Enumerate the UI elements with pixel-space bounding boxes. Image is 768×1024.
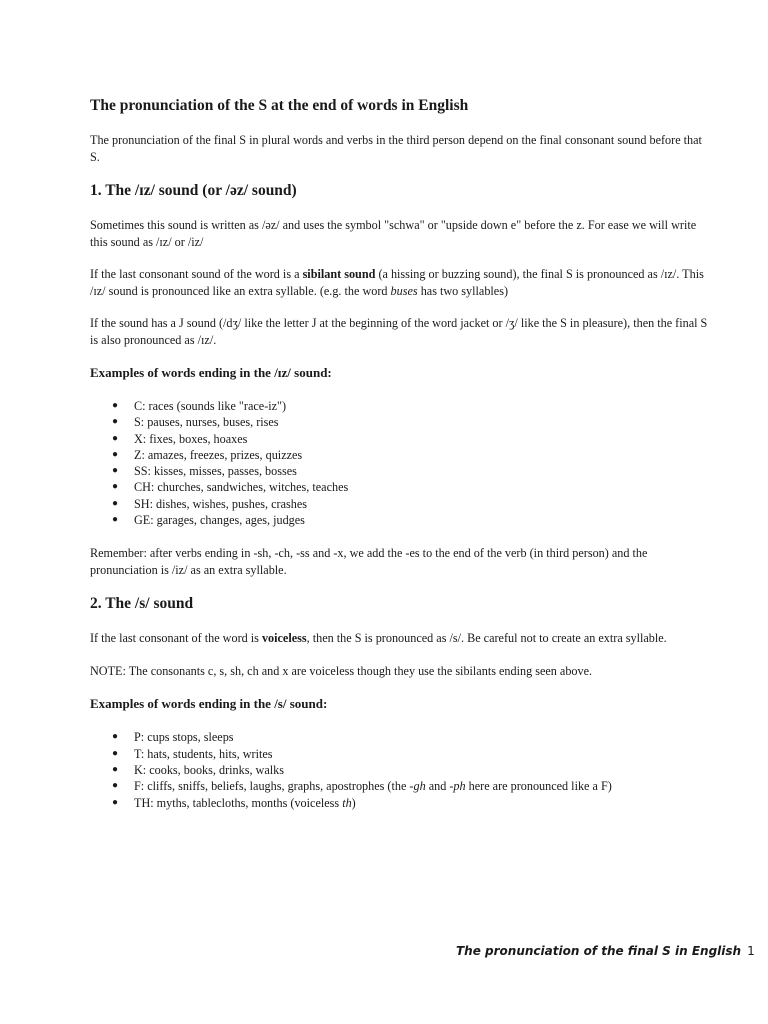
intro-paragraph: The pronunciation of the final S in plural words and verbs in the third person depend on the final consonant sound before that S. bbox=[90, 133, 702, 164]
list-item: ● SH: dishes, wishes, pushes, crashes bbox=[112, 496, 307, 511]
bullet-icon: ● bbox=[112, 432, 119, 444]
bullet-icon: ● bbox=[112, 796, 119, 808]
list-item: ● CH: churches, sandwiches, witches, teaches bbox=[112, 480, 349, 495]
list-item: ● TH: myths, tablecloths, months (voiceless th) bbox=[112, 795, 356, 810]
list-item: ● SS: kisses, misses, passes, bosses bbox=[112, 464, 297, 479]
bullet-icon: ● bbox=[112, 481, 119, 493]
list-item: ● K: cooks, books, drinks, walks bbox=[112, 762, 284, 777]
section-2-heading: 2. The /s/ sound bbox=[90, 595, 194, 613]
bullet-icon: ● bbox=[112, 514, 119, 526]
sibilant-sound-term: sibilant sound bbox=[302, 267, 376, 281]
list-item: ● C: races (sounds like "race-iz") bbox=[112, 399, 287, 413]
list-item: ● P: cups stops, sleeps bbox=[112, 730, 234, 745]
section-2-examples-list bbox=[90, 729, 710, 810]
list-item: ● T: hats, students, hits, writes bbox=[112, 746, 273, 761]
note-paragraph: NOTE: The consonants c, s, sh, ch and x are voiceless though they use the sibilants ending seen above. bbox=[90, 663, 593, 678]
page-footer bbox=[456, 944, 755, 958]
footer-title: The pronunciation of the final S in English bbox=[456, 944, 742, 958]
list-item: ● Z: amazes, freezes, prizes, quizzes bbox=[112, 447, 303, 462]
bullet-icon: ● bbox=[112, 763, 119, 775]
voiceless-term: voiceless bbox=[261, 631, 307, 646]
section-1-heading: 1. The /ɪz/ sound (or /əz/ sound) bbox=[90, 182, 297, 199]
bullet-icon: ● bbox=[112, 448, 119, 460]
bullet-icon: ● bbox=[112, 400, 119, 411]
section-1-examples-heading: Examples of words ending in the /ɪz/ sound: bbox=[90, 365, 332, 380]
list-item: ● F: cliffs, sniffs, beliefs, laughs, graphs, apostrophes (the -gh and -ph here are pronounced like a F) bbox=[112, 779, 612, 794]
bullet-icon: ● bbox=[112, 731, 119, 743]
document-page bbox=[90, 96, 710, 828]
bullet-icon: ● bbox=[112, 497, 119, 509]
section-1-paragraph-2: If the last consonant sound of the word is a sibilant sound (a hissing or buzzing sound), the final S is pronounced as /ɪz/. This /ɪz/ sound is pronounced like an extra syllable. (e.g. the word buses has two syllables) bbox=[90, 267, 704, 298]
section-2-examples-heading: Examples of words ending in the /s/ sound: bbox=[90, 696, 328, 712]
remember-paragraph: Remember: after verbs ending in -sh, -ch, -ss and -x, we add the -es to the end of the verb (in third person) and the pronunciation is /iz/ as an extra syllable. bbox=[90, 546, 648, 577]
document-title: The pronunciation of the S at the end of words in English bbox=[90, 97, 469, 114]
bullet-icon: ● bbox=[112, 416, 119, 428]
section-2-paragraph-1: If the last consonant of the word is voiceless, then the S is pronounced as /s/. Be careful not to create an extra syllable. bbox=[90, 631, 667, 646]
section-1-examples-list bbox=[90, 398, 710, 528]
bullet-icon: ● bbox=[112, 780, 119, 792]
section-1-paragraph-3: If the sound has a J sound (/dʒ/ like the letter J at the beginning of the word jacket or /ʒ/ like the S in pleasure), then the final S is also pronounced as /ɪz/. bbox=[90, 316, 708, 347]
list-item: ● GE: garages, changes, ages, judges bbox=[112, 513, 305, 528]
list-item: ● X: fixes, boxes, hoaxes bbox=[112, 431, 248, 446]
buses-example: buses bbox=[390, 283, 418, 298]
bullet-icon: ● bbox=[112, 465, 119, 477]
page-number: 1 bbox=[747, 944, 755, 958]
bullet-icon: ● bbox=[112, 747, 119, 759]
section-1-paragraph-1: Sometimes this sound is written as /əz/ and uses the symbol "schwa" or "upside down e" before the z. For ease we will write this sound as /ɪz/ or /iz/ bbox=[90, 218, 697, 249]
list-item: ● S: pauses, nurses, buses, rises bbox=[112, 415, 279, 430]
